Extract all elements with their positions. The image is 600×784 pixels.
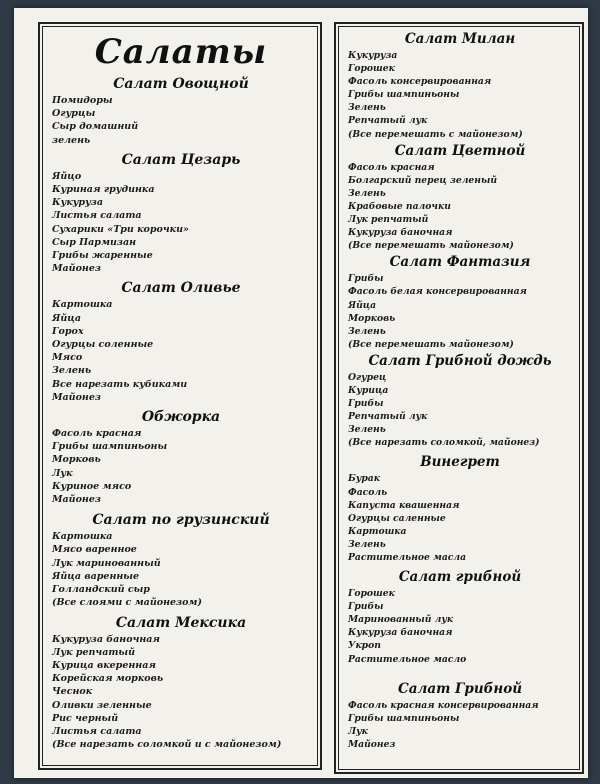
ingredient-item: Помидоры [52, 95, 113, 106]
ingredient-list [52, 170, 310, 276]
ingredient-item: Горошек [348, 63, 395, 75]
ingredient-item: Чеснок [52, 686, 93, 698]
salad-title: Салат Мексика [115, 614, 247, 631]
ingredient-item: Курица вкеренная [52, 659, 156, 671]
salad-title: Обжорка [141, 409, 221, 426]
ingredient-item: Грибы шампиньоны [348, 89, 460, 101]
ingredient-item: Грибы [348, 273, 384, 285]
ingredient-item: Майонез [52, 263, 101, 275]
ingredient-item: Лук репчатый [52, 646, 135, 658]
salad-title: Салат Цезарь [121, 151, 241, 168]
ingredient-item: Репчатый лук [348, 411, 428, 423]
salad-title: Винегрет [420, 454, 500, 471]
ingredient-item: Сухарики «Три корочки» [52, 223, 189, 235]
salad-section [52, 74, 310, 147]
ingredient-item: Растительное масло [348, 653, 467, 665]
ingredient-item: (Все перемешать майонезом) [348, 338, 514, 350]
ingredient-item: зелень [52, 134, 91, 146]
ingredient-item: Картошка [348, 525, 407, 537]
salad-section [348, 680, 572, 751]
ingredient-item: Кукуруза [348, 50, 398, 61]
ingredient-list [348, 161, 572, 253]
ingredient-list [348, 587, 572, 666]
salad-section [348, 453, 572, 564]
ingredient-item: Кукуруза баночная [348, 627, 453, 639]
right-column [334, 22, 584, 774]
salad-section [52, 407, 310, 506]
ingredient-item: Мясо [52, 352, 83, 364]
ingredient-item: Картошка [52, 531, 113, 543]
ingredient-item: Листья салата [52, 210, 142, 222]
ingredient-item: Фасоль красная [348, 161, 435, 173]
salad-title: Салат Оливье [121, 280, 241, 297]
ingredient-item: Морковь [348, 312, 396, 324]
ingredient-item: Мясо варенное [52, 544, 137, 556]
salad-title: Салат Милан [404, 31, 516, 47]
ingredient-item: Огурцы [52, 108, 96, 120]
ingredient-item: Зелень [348, 538, 386, 550]
ingredient-item: Горох [52, 325, 84, 337]
ingredient-list [52, 427, 310, 506]
ingredient-item: Майонез [52, 494, 101, 506]
ingredient-item: Крабовые палочки [348, 200, 451, 212]
menu-sheet [14, 8, 588, 778]
ingredient-item: Лук маринованный [52, 557, 161, 569]
salad-section [52, 613, 310, 752]
ingredient-item: Грибы жаренные [52, 250, 153, 262]
ingredient-item: (Все нарезать соломкой и с майонезом) [52, 739, 282, 751]
ingredient-item: Яйцо [52, 170, 82, 182]
ingredient-item: Морковь [52, 454, 101, 466]
salad-title: Салат грибной [398, 569, 522, 586]
ingredient-item: Огурец [348, 371, 387, 383]
ingredient-item: Зелень [52, 365, 92, 377]
ingredient-item: Фасоль [348, 486, 388, 498]
ingredient-item: Растительное масла [348, 552, 467, 563]
ingredient-item: Голландский сыр [52, 584, 150, 596]
ingredient-item: (Все слоями с майонезом) [52, 597, 202, 609]
ingredient-item: (Все нарезать соломкой, майонез) [348, 437, 540, 449]
ingredient-item: Корейская морковь [52, 673, 164, 685]
ingredient-item: Зелень [348, 102, 386, 114]
ingredient-list [52, 94, 310, 147]
salad-section [348, 30, 572, 141]
ingredient-item: Фасоль красная [52, 428, 142, 440]
salad-section [348, 142, 572, 253]
ingredient-item: Укроп [348, 640, 381, 652]
ingredient-item: Фасоль красная консервированная [348, 699, 539, 711]
ingredient-item: Кукуруза баночная [348, 227, 453, 239]
salad-title: Салат Цветной [394, 142, 526, 159]
ingredient-item: Яйца [52, 312, 82, 324]
ingredient-item: Зелень [348, 325, 386, 337]
salad-section [52, 150, 310, 276]
ingredient-item: Оливки зеленные [52, 699, 152, 711]
ingredient-item: Грибы [348, 398, 384, 410]
ingredient-item: Зелень [348, 187, 386, 199]
ingredient-item: Сыр Пармизан [52, 236, 137, 248]
salad-title: Салат Овощной [113, 76, 249, 92]
ingredient-item: Сыр домашний [52, 121, 139, 133]
ingredient-list [52, 298, 310, 404]
ingredient-item: (Все перемешать с майонезом) [348, 128, 523, 140]
ingredient-item: Лук [52, 467, 73, 479]
left-sections [52, 74, 310, 751]
ingredient-item: Лук [348, 725, 368, 737]
ingredient-list [348, 472, 572, 564]
ingredient-item: Бурак [348, 473, 380, 485]
ingredient-item: Рис черный [52, 712, 119, 724]
salad-section [52, 510, 310, 609]
ingredient-item: Фасоль консервированная [348, 76, 492, 88]
ingredient-item: Лук репчатый [348, 214, 429, 226]
ingredient-item: Курица [348, 384, 389, 396]
ingredient-list [52, 633, 310, 752]
ingredient-item: Майонез [52, 391, 101, 403]
ingredient-list [348, 272, 572, 351]
ingredient-item: Зелень [348, 424, 386, 436]
ingredient-item: Куриная грудинка [52, 184, 155, 196]
left-column [38, 22, 322, 770]
ingredient-list [52, 530, 310, 609]
ingredient-item: Все нарезать кубиками [52, 378, 188, 390]
ingredient-item: Кукуруза баночная [52, 633, 160, 645]
ingredient-list [348, 49, 572, 141]
ingredient-list [348, 699, 572, 751]
ingredient-item: Капуста квашенная [348, 499, 460, 511]
salad-section [52, 278, 310, 404]
ingredient-item: (Все перемешать майонезом) [348, 240, 514, 252]
ingredient-item: Картошка [52, 299, 113, 311]
ingredient-item: Яйца варенные [52, 570, 140, 582]
ingredient-item: Маринованный лук [348, 614, 454, 626]
ingredient-item: Грибы шампиньоны [52, 441, 168, 453]
ingredient-item: Яйца [348, 299, 377, 311]
ingredient-item: Болгарский перец зеленый [348, 174, 497, 186]
ingredient-item: Листья салата [52, 725, 142, 737]
salad-section [348, 352, 572, 450]
ingredient-item: Грибы [348, 601, 384, 613]
ingredient-list [348, 371, 572, 450]
ingredient-item: Куриное мясо [52, 480, 132, 492]
ingredient-item: Огурцы соленные [52, 339, 154, 351]
salad-title: Салат Грибной дождь [368, 352, 552, 369]
ingredient-item: Фасоль белая консервированная [348, 286, 527, 298]
right-sections [348, 30, 572, 751]
ingredient-item: Кукуруза [52, 197, 103, 209]
salad-section [348, 253, 572, 351]
page-title: Салаты [94, 32, 268, 72]
salad-title: Салат Фантазия [389, 254, 531, 271]
salad-title: Салат Грибной [397, 680, 523, 697]
salad-section [348, 568, 572, 666]
ingredient-item: Грибы шампиньоны [348, 712, 460, 724]
ingredient-item: Майонез [348, 738, 396, 750]
ingredient-item: Репчатый лук [348, 115, 428, 127]
salad-title: Салат по грузинский [92, 512, 270, 529]
ingredient-item: Горошек [348, 588, 395, 600]
ingredient-item: Огурцы саленные [348, 512, 446, 524]
